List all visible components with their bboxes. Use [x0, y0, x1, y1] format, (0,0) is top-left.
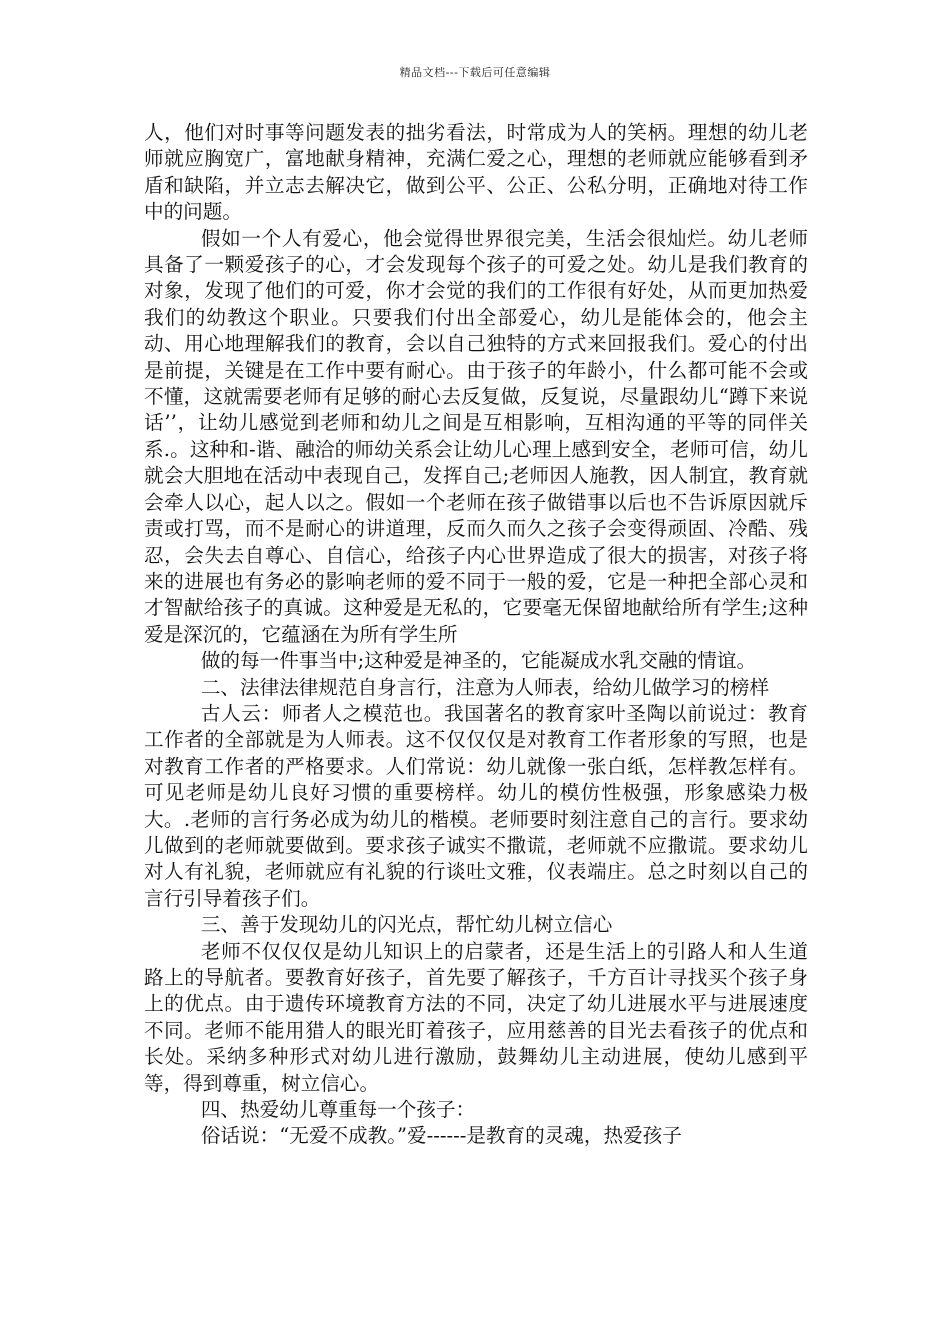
paragraph-1: 人，他们对时事等问题发表的拙劣看法，时常成为人的笑柄。理想的幼儿老师就应胸宽广，富地献身精神，充满仁爱之心，理想的老师就应能够看到矛盾和缺陷，并立志去解决它，做到公平、公正、公私分明，正确地对待工作中的问题。	[144, 121, 808, 224]
paragraph-6: 俗话说：“无爱不成教。”爱------是教育的灵魂，热爱孩子	[200, 1124, 682, 1148]
section-heading-4: 四、热爱幼儿尊重每一个孩子：	[200, 1098, 476, 1122]
paragraph-5: 老师不仅仅仅是幼儿知识上的启蒙者，还是生活上的引路人和人生道路上的导航者。要教育好孩子，首先要了解孩子，千方百计寻找买个孩子身上的优点。由于遗传环境教育方法的不同，决定了幼儿进展水平与进展速度不同。老师不能用猎人的眼光盯着孩子，应用慈善的目光去看孩子的优点和长处。采纳多种形式对幼儿进行激励，鼓舞幼儿主动进展，使幼儿感到平等，得到尊重，树立信心。	[144, 939, 808, 1095]
document-body	[144, 120, 808, 1150]
paragraph-2: 假如一个人有爱心，他会觉得世界很完美，生活会很灿烂。幼儿老师具备了一颗爱孩子的心，才会发现每个孩子的可爱之处。幼儿是我们教育的对象，发现了他们的可爱，你才会觉的我们的工作很有好处，从而更加热爱我们的幼教这个职业。只要我们付出全部爱心，幼儿是能体会的，他会主动、用心地理解我们的教育，会以自己独特的方式来回报我们。爱心的付出是前提，关键是在工作中要有耐心。由于孩子的年龄小，什么都可能不会或不懂，这就需要老师有足够的耐心去反复做，反复说，尽量跟幼儿“蹲下来说话’’，让幼儿感觉到老师和幼儿之间是互相影响，互相沟通的平等的同伴关系.。这种和-谐、融洽的师幼关系会让幼儿心理上感到安全，老师可信，幼儿就会大胆地在活动中表现自己，发挥自己;老师因人施教，因人制宜，教育就会牵人以心，起人以之。假如一个老师在孩子做错事以后也不告诉原因就斥责或打骂，而不是耐心的讲道理，反而久而久之孩子会变得顽固、冷酷、残忍，会失去自尊心、自信心，给孩子内心世界造成了很大的损害，对孩子将来的进展也有务必的影响老师的爱不同于一般的爱，它是一种把全部心灵和才智献给孩子的真诚。这种爱是无私的，它要毫无保留地献给所有学生;这种爱是深沉的，它蕴涵在为所有学生所	[144, 226, 808, 646]
paragraph-4: 古人云：师者人之模范也。我国著名的教育家叶圣陶以前说过：教育工作者的全部就是为人师表。这不仅仅仅是对教育工作者形象的写照，也是对教育工作者的严格要求。人们常说：幼儿就像一张白纸，怎样教怎样有。可见老师是幼儿良好习惯的重要榜样。幼儿的模仿性极强，形象感染力极大。.老师的言行务必成为幼儿的楷模。老师要时刻注意自己的言行。要求幼儿做到的老师就要做到。要求孩子诚实不撒谎，老师就不应撒谎。要求幼儿对人有礼貌，老师就应有礼貌的行谈吐文雅，仪表端庄。总之时刻以自己的言行引导着孩子们。	[144, 701, 808, 910]
page-header: 精品文档---下载后可任意编辑	[399, 66, 551, 79]
paragraph-3: 做的每一件事当中;这种爱是神圣的，它能凝成水乳交融的情谊。	[200, 649, 757, 673]
section-heading-3: 三、善于发现幼儿的闪光点，帮忙幼儿树立信心	[200, 913, 613, 937]
section-heading-2: 二、法律法律规范自身言行，注意为人师表，给幼儿做学习的榜样	[200, 675, 770, 699]
